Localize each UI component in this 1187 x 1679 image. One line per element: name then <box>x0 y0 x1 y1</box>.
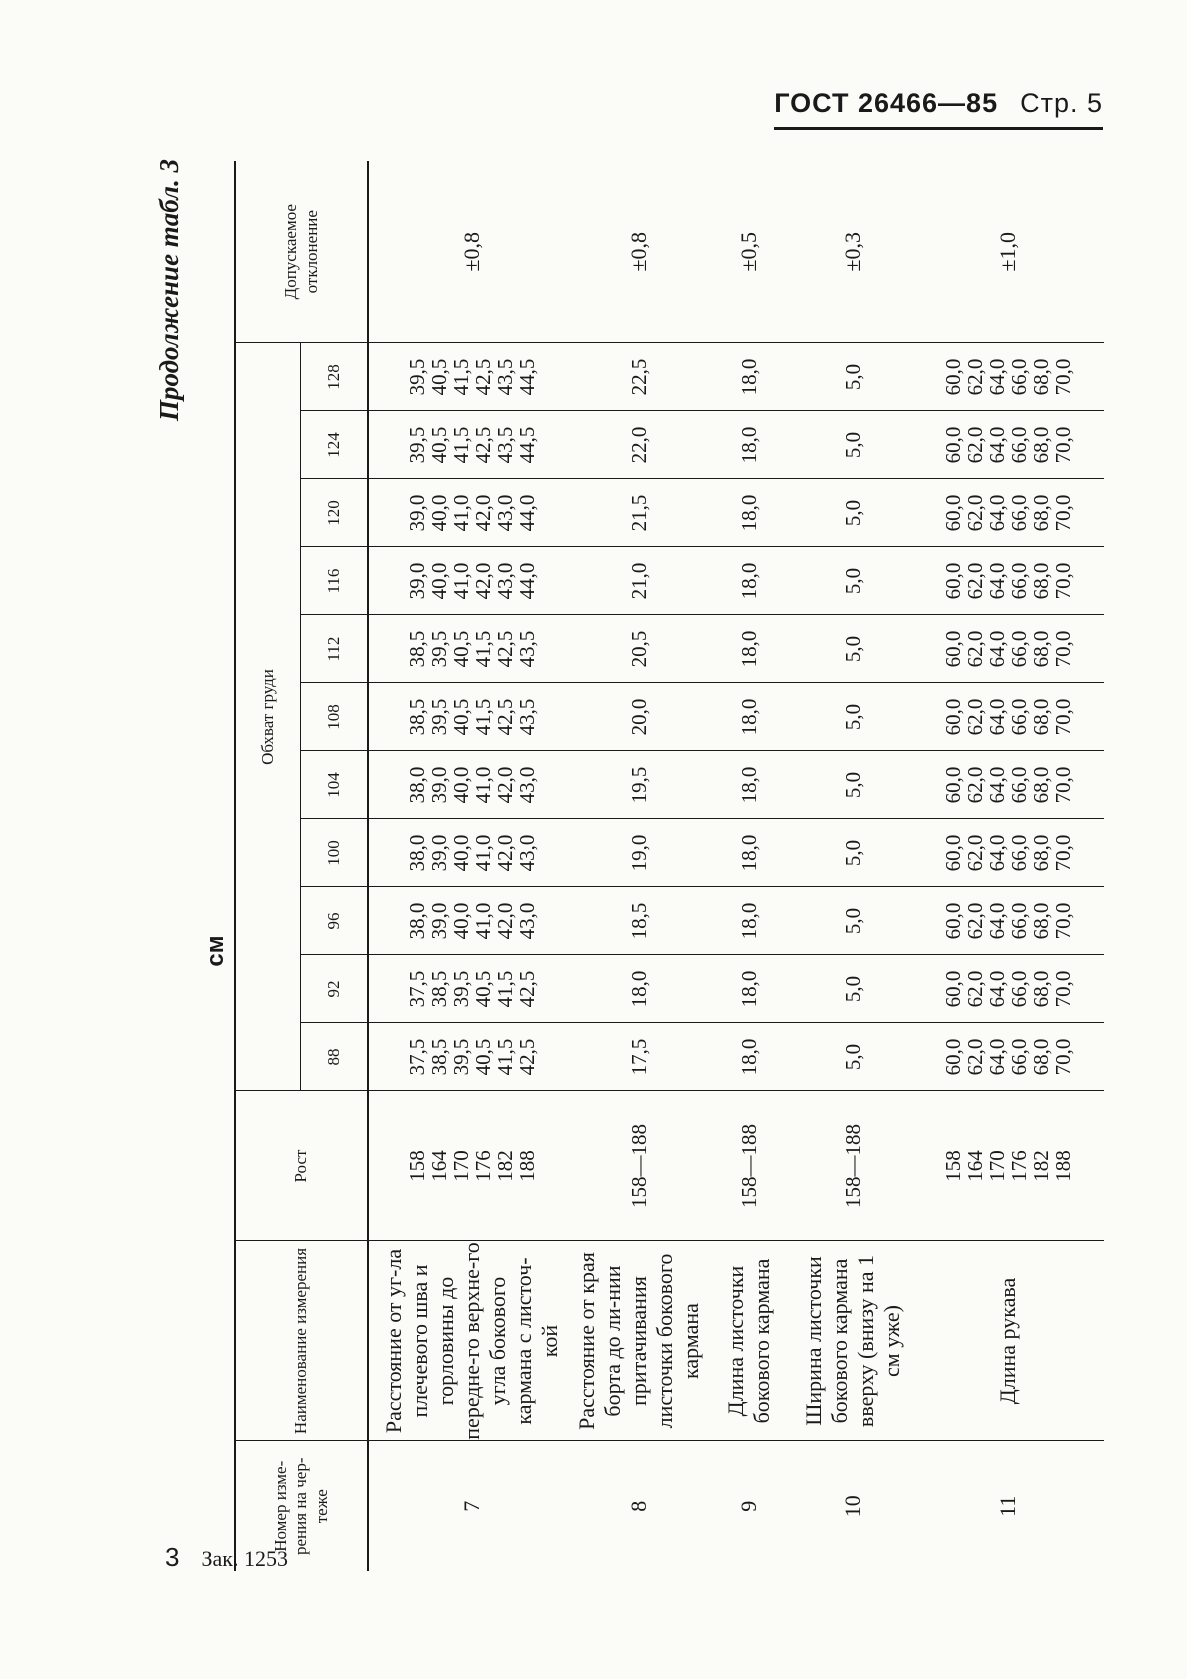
page-number: Стр. 5 <box>1020 88 1103 118</box>
measurement-table <box>234 161 1104 1571</box>
row-number: 9 <box>736 1500 761 1512</box>
value: 66,0 <box>1007 494 1031 532</box>
value-cell <box>368 547 574 615</box>
unit-label: см <box>202 935 229 967</box>
sheet-number: 3 <box>165 1542 180 1572</box>
value-cell <box>912 343 1104 411</box>
value: 39,0 <box>426 766 451 804</box>
value: 5,0 <box>841 839 865 867</box>
value: 43,0 <box>514 902 539 940</box>
value-cell <box>704 615 794 683</box>
row-heights <box>704 1091 794 1241</box>
value-cell <box>574 343 704 411</box>
value: 39,5 <box>448 1038 473 1076</box>
value-cell <box>794 887 912 955</box>
value: 66,0 <box>1007 630 1031 668</box>
value: 18,0 <box>737 834 761 872</box>
value: 19,0 <box>627 834 651 872</box>
value: 64,0 <box>985 630 1009 668</box>
value: 18,5 <box>627 902 651 940</box>
value-cell <box>794 751 912 819</box>
value: 64,0 <box>985 426 1009 464</box>
value: 39,0 <box>426 902 451 940</box>
value: 70,0 <box>1051 1038 1075 1076</box>
value-cell <box>912 887 1104 955</box>
value-cell <box>368 955 574 1023</box>
value-cell <box>368 751 574 819</box>
value: 43,0 <box>514 766 539 804</box>
value: 42,5 <box>514 1038 539 1076</box>
value: 39,5 <box>404 358 429 396</box>
col-number-header: Номер изме-рения на чер-теже <box>235 1441 368 1571</box>
standard-number: ГОСТ 26466—85 <box>774 88 999 118</box>
value: 66,0 <box>1007 970 1031 1008</box>
value-cell <box>704 547 794 615</box>
value: 68,0 <box>1029 426 1053 464</box>
value-cell <box>704 479 794 547</box>
value: 70,0 <box>1051 426 1075 464</box>
value: 68,0 <box>1029 766 1053 804</box>
value-cell <box>704 683 794 751</box>
height-value: 176 <box>1007 1150 1031 1182</box>
value: 42,0 <box>492 766 517 804</box>
value: 70,0 <box>1051 834 1075 872</box>
value-cell <box>794 411 912 479</box>
value: 62,0 <box>963 426 987 464</box>
value: 44,0 <box>514 494 539 532</box>
value-cell <box>368 479 574 547</box>
col-name-header: Наименование измерения <box>235 1241 368 1441</box>
value-cell <box>368 1023 574 1091</box>
value: 40,5 <box>426 358 451 396</box>
col-chest-124: 124 <box>301 411 369 479</box>
value: 39,0 <box>426 834 451 872</box>
row-tolerance: ±0,8 <box>574 161 704 343</box>
value: 42,5 <box>514 970 539 1008</box>
value: 22,0 <box>627 426 651 464</box>
value: 70,0 <box>1051 630 1075 668</box>
value: 18,0 <box>737 562 761 600</box>
value: 41,5 <box>448 358 473 396</box>
value: 40,0 <box>448 834 473 872</box>
value: 40,0 <box>448 766 473 804</box>
value: 60,0 <box>941 834 965 872</box>
value: 18,0 <box>627 970 651 1008</box>
value: 62,0 <box>963 902 987 940</box>
row-number: 11 <box>995 1495 1020 1517</box>
value: 62,0 <box>963 834 987 872</box>
value-cell <box>704 819 794 887</box>
row-tolerance: ±0,3 <box>794 161 912 343</box>
height-value: 188 <box>1051 1150 1075 1182</box>
value: 64,0 <box>985 698 1009 736</box>
table-body <box>368 161 1104 1571</box>
row-heights <box>912 1091 1104 1241</box>
table-row <box>912 161 1104 1571</box>
value: 42,5 <box>470 358 495 396</box>
value: 62,0 <box>963 1038 987 1076</box>
value: 64,0 <box>985 358 1009 396</box>
value: 43,5 <box>492 358 517 396</box>
col-height-header: Рост <box>235 1091 368 1241</box>
value: 41,5 <box>492 970 517 1008</box>
value-cell <box>794 683 912 751</box>
value: 42,0 <box>492 834 517 872</box>
value-cell <box>368 411 574 479</box>
value: 39,5 <box>404 426 429 464</box>
value: 60,0 <box>941 358 965 396</box>
height-value: 170 <box>448 1150 473 1182</box>
value-cell <box>912 411 1104 479</box>
value: 18,0 <box>737 766 761 804</box>
value: 60,0 <box>941 630 965 668</box>
value: 44,5 <box>514 426 539 464</box>
value: 40,5 <box>448 698 473 736</box>
value-cell <box>912 615 1104 683</box>
value: 70,0 <box>1051 494 1075 532</box>
value: 41,0 <box>448 494 473 532</box>
value: 66,0 <box>1007 902 1031 940</box>
col-chest-120: 120 <box>301 479 369 547</box>
value: 18,0 <box>737 902 761 940</box>
value: 42,5 <box>492 630 517 668</box>
value: 40,5 <box>470 1038 495 1076</box>
value: 5,0 <box>841 1043 865 1071</box>
value: 42,0 <box>470 562 495 600</box>
value: 39,5 <box>448 970 473 1008</box>
value-cell <box>574 751 704 819</box>
value: 62,0 <box>963 970 987 1008</box>
value: 68,0 <box>1029 698 1053 736</box>
value: 40,0 <box>426 562 451 600</box>
order-number: Зак. 1253 <box>201 1546 288 1571</box>
col-chest-100: 100 <box>301 819 369 887</box>
value: 41,5 <box>470 698 495 736</box>
value: 18,0 <box>737 630 761 668</box>
col-chest-group-header: Обхват груди <box>235 343 301 1091</box>
value-cell <box>574 411 704 479</box>
value: 68,0 <box>1029 358 1053 396</box>
value-cell <box>704 955 794 1023</box>
value: 68,0 <box>1029 562 1053 600</box>
value: 40,0 <box>426 494 451 532</box>
value: 41,0 <box>470 834 495 872</box>
rotated-table-area <box>154 159 1075 1571</box>
height-value: 188 <box>514 1150 539 1182</box>
value-cell <box>704 751 794 819</box>
value: 64,0 <box>985 766 1009 804</box>
value: 66,0 <box>1007 562 1031 600</box>
table-row <box>574 161 704 1571</box>
value-cell <box>574 683 704 751</box>
value: 44,0 <box>514 562 539 600</box>
value: 64,0 <box>985 494 1009 532</box>
col-tolerance-header: Допускаемое отклонение <box>235 161 368 343</box>
value: 60,0 <box>941 562 965 600</box>
row-tolerance: ±0,5 <box>704 161 794 343</box>
value: 17,5 <box>627 1038 651 1076</box>
value: 42,5 <box>470 426 495 464</box>
value: 41,0 <box>470 902 495 940</box>
value: 68,0 <box>1029 834 1053 872</box>
value: 18,0 <box>737 494 761 532</box>
table-caption: Продолжение табл. 3 <box>154 159 184 421</box>
height-value: 158 <box>404 1150 429 1182</box>
value: 40,5 <box>448 630 473 668</box>
row-heights <box>368 1091 574 1241</box>
value: 5,0 <box>841 635 865 663</box>
col-chest-104: 104 <box>301 751 369 819</box>
value: 70,0 <box>1051 902 1075 940</box>
value: 39,5 <box>426 698 451 736</box>
value: 43,5 <box>514 698 539 736</box>
value: 18,0 <box>737 698 761 736</box>
value: 41,0 <box>448 562 473 600</box>
col-chest-116: 116 <box>301 547 369 615</box>
value: 5,0 <box>841 567 865 595</box>
row-heights <box>794 1091 912 1241</box>
value: 70,0 <box>1051 358 1075 396</box>
value-cell <box>574 819 704 887</box>
value: 5,0 <box>841 703 865 731</box>
value: 39,0 <box>404 562 429 600</box>
value-cell <box>704 1023 794 1091</box>
value: 18,0 <box>737 970 761 1008</box>
value: 68,0 <box>1029 494 1053 532</box>
value: 21,0 <box>627 562 651 600</box>
value: 18,0 <box>737 426 761 464</box>
value-cell <box>794 479 912 547</box>
value: 68,0 <box>1029 630 1053 668</box>
value: 66,0 <box>1007 834 1031 872</box>
value: 62,0 <box>963 358 987 396</box>
value: 5,0 <box>841 907 865 935</box>
table-row <box>704 161 794 1571</box>
value-cell <box>368 615 574 683</box>
value: 42,0 <box>492 902 517 940</box>
value-cell <box>912 955 1104 1023</box>
height-value: 164 <box>963 1150 987 1182</box>
value: 5,0 <box>841 771 865 799</box>
col-chest-92: 92 <box>301 955 369 1023</box>
value-cell <box>368 343 574 411</box>
row-number: 10 <box>840 1495 865 1518</box>
value: 62,0 <box>963 562 987 600</box>
value-cell <box>368 819 574 887</box>
value-cell <box>912 819 1104 887</box>
value: 37,5 <box>404 1038 429 1076</box>
value: 21,5 <box>627 494 651 532</box>
value-cell <box>794 343 912 411</box>
page-header <box>774 88 1103 130</box>
height-value: 170 <box>985 1150 1009 1182</box>
value: 42,0 <box>470 494 495 532</box>
value-cell <box>704 887 794 955</box>
value-cell <box>912 751 1104 819</box>
value: 62,0 <box>963 494 987 532</box>
value-cell <box>912 547 1104 615</box>
row-name: Ширина листочки бокового кармана вверху (внизу на 1 см уже) <box>794 1241 912 1441</box>
value: 22,5 <box>627 358 651 396</box>
height-value: 176 <box>470 1150 495 1182</box>
height-value: 182 <box>492 1150 517 1182</box>
table-row <box>368 161 574 1571</box>
value: 66,0 <box>1007 698 1031 736</box>
height-value: 158 <box>941 1150 965 1182</box>
value: 66,0 <box>1007 426 1031 464</box>
value-cell <box>794 955 912 1023</box>
value-cell <box>704 411 794 479</box>
value: 41,0 <box>470 766 495 804</box>
value: 38,0 <box>404 902 429 940</box>
value: 66,0 <box>1007 766 1031 804</box>
value: 68,0 <box>1029 970 1053 1008</box>
value: 38,0 <box>404 834 429 872</box>
row-name: Расстояние от края борта до ли-нии притачивания листочки бокового кармана <box>574 1241 704 1441</box>
col-chest-108: 108 <box>301 683 369 751</box>
value: 64,0 <box>985 902 1009 940</box>
height-value: 182 <box>1029 1150 1053 1182</box>
value: 37,5 <box>404 970 429 1008</box>
value: 64,0 <box>985 970 1009 1008</box>
value: 39,0 <box>404 494 429 532</box>
value: 43,0 <box>492 562 517 600</box>
value-cell <box>368 887 574 955</box>
height-value: 158—188 <box>627 1124 651 1208</box>
value: 66,0 <box>1007 1038 1031 1076</box>
table-row <box>794 161 912 1571</box>
value: 43,5 <box>492 426 517 464</box>
value-cell <box>574 547 704 615</box>
row-name: Длина рукава <box>912 1241 1104 1441</box>
row-tolerance: ±1,0 <box>912 161 1104 343</box>
value: 5,0 <box>841 431 865 459</box>
value-cell <box>574 479 704 547</box>
value: 68,0 <box>1029 902 1053 940</box>
value-cell <box>574 955 704 1023</box>
value-cell <box>912 479 1104 547</box>
value: 19,5 <box>627 766 651 804</box>
value-cell <box>912 683 1104 751</box>
value: 40,5 <box>426 426 451 464</box>
value: 66,0 <box>1007 358 1031 396</box>
value: 18,0 <box>737 1038 761 1076</box>
value: 38,5 <box>404 698 429 736</box>
value-cell <box>794 1023 912 1091</box>
value: 70,0 <box>1051 562 1075 600</box>
value: 60,0 <box>941 494 965 532</box>
value-cell <box>574 1023 704 1091</box>
page-footer <box>165 1542 288 1573</box>
value: 18,0 <box>737 358 761 396</box>
height-value: 158—188 <box>737 1124 761 1208</box>
col-chest-88: 88 <box>301 1023 369 1091</box>
row-tolerance: ±0,8 <box>368 161 574 343</box>
row-name: Длина листочки бокового кармана <box>704 1241 794 1441</box>
value: 42,5 <box>492 698 517 736</box>
value: 5,0 <box>841 499 865 527</box>
value: 62,0 <box>963 766 987 804</box>
value: 43,5 <box>514 630 539 668</box>
row-name: Расстояние от уг-ла плечевого шва и горловины до передне-го верхне-го угла бокового кармана с листоч-кой <box>368 1241 574 1441</box>
value: 39,5 <box>426 630 451 668</box>
value: 68,0 <box>1029 1038 1053 1076</box>
value: 38,5 <box>404 630 429 668</box>
value: 62,0 <box>963 630 987 668</box>
value-cell <box>574 887 704 955</box>
value: 38,0 <box>404 766 429 804</box>
value: 70,0 <box>1051 766 1075 804</box>
value: 60,0 <box>941 698 965 736</box>
value: 20,0 <box>627 698 651 736</box>
value: 62,0 <box>963 698 987 736</box>
height-value: 158—188 <box>841 1124 865 1208</box>
col-chest-128: 128 <box>301 343 369 411</box>
header-row-group <box>235 161 301 1571</box>
row-number: 7 <box>458 1500 484 1512</box>
value-cell <box>368 683 574 751</box>
value-cell <box>794 547 912 615</box>
value: 60,0 <box>941 1038 965 1076</box>
value: 20,5 <box>627 630 651 668</box>
col-chest-112: 112 <box>301 615 369 683</box>
value: 41,5 <box>448 426 473 464</box>
value-cell <box>912 1023 1104 1091</box>
value: 5,0 <box>841 975 865 1003</box>
value: 38,5 <box>426 970 451 1008</box>
value: 40,5 <box>470 970 495 1008</box>
value: 5,0 <box>841 363 865 391</box>
height-value: 164 <box>426 1150 451 1182</box>
value-cell <box>794 819 912 887</box>
row-number: 8 <box>626 1500 651 1512</box>
row-heights <box>574 1091 704 1241</box>
value: 64,0 <box>985 834 1009 872</box>
value: 38,5 <box>426 1038 451 1076</box>
value: 60,0 <box>941 902 965 940</box>
value-cell <box>794 615 912 683</box>
value: 41,5 <box>470 630 495 668</box>
value: 70,0 <box>1051 698 1075 736</box>
value: 43,0 <box>514 834 539 872</box>
value-cell <box>574 615 704 683</box>
value: 43,0 <box>492 494 517 532</box>
value: 41,5 <box>492 1038 517 1076</box>
value: 44,5 <box>514 358 539 396</box>
value: 60,0 <box>941 970 965 1008</box>
value: 64,0 <box>985 562 1009 600</box>
value: 40,0 <box>448 902 473 940</box>
value: 70,0 <box>1051 970 1075 1008</box>
value-cell <box>704 343 794 411</box>
col-chest-96: 96 <box>301 887 369 955</box>
value: 60,0 <box>941 766 965 804</box>
value: 60,0 <box>941 426 965 464</box>
value: 64,0 <box>985 1038 1009 1076</box>
